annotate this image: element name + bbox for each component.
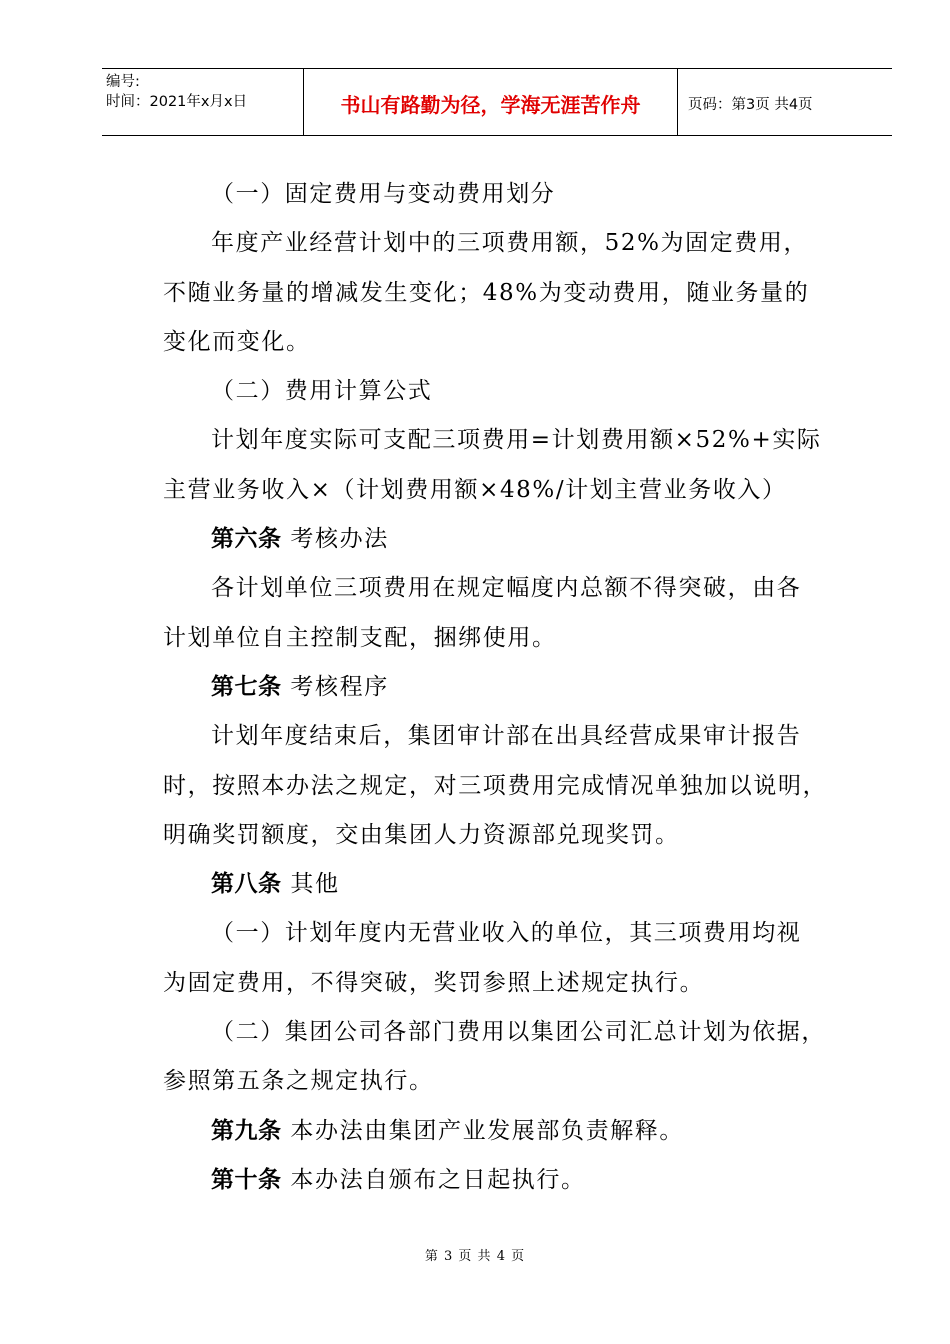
article-number: 第六条 — [211, 526, 282, 553]
header-slogan-cell — [304, 69, 678, 135]
header-meta-cell — [102, 69, 304, 135]
paragraph-line: 不随业务量的增减发生变化；48%为变动费用，随业务量的 — [163, 279, 810, 306]
paragraph-line: （一）计划年度内无营业收入的单位，其三项费用均视 — [211, 920, 802, 947]
paragraph-line: 为固定费用，不得突破，奖罚参照上述规定执行。 — [163, 969, 705, 996]
paragraph-line: （二）费用计算公式 — [211, 378, 433, 405]
paragraph-line: 各计划单位三项费用在规定幅度内总额不得突破，由各 — [211, 575, 802, 602]
time-label: 时间：2021年x月x日 — [106, 94, 248, 110]
article-heading — [163, 515, 843, 564]
footer-page-number: 第 3 页 共 4 页 — [424, 1249, 526, 1264]
document-body — [163, 170, 843, 1205]
article-title: 其他 — [281, 871, 340, 898]
article-title: 本办法自颁布之日起执行。 — [281, 1166, 586, 1193]
paragraph-line: 主营业务收入×（计划费用额×48%/计划主营业务收入） — [163, 476, 787, 503]
paragraph-line: 变化而变化。 — [163, 328, 311, 355]
article-number: 第九条 — [211, 1117, 282, 1144]
article-number: 第七条 — [211, 673, 282, 700]
paragraph-line: 计划年度实际可支配三项费用=计划费用额×52%+实际 — [211, 427, 822, 454]
article-number: 第八条 — [211, 871, 282, 898]
page-footer — [0, 1245, 950, 1264]
article-heading — [163, 1107, 843, 1156]
paragraph-line: （二）集团公司各部门费用以集团公司汇总计划为依据， — [211, 1019, 826, 1046]
paragraph-line: 明确奖罚额度，交由集团人力资源部兑现奖罚。 — [163, 821, 680, 848]
article-title: 本办法由集团产业发展部负责解释。 — [281, 1117, 685, 1144]
page-code: 页码：第3页 共4页 — [688, 96, 813, 113]
slogan: 书山有路勤为径，学海无涯苦作舟 — [340, 92, 641, 117]
paragraph-line: 年度产业经营计划中的三项费用额，52%为固定费用， — [211, 230, 809, 257]
paragraph-line: （一）固定费用与变动费用划分 — [211, 181, 556, 207]
document-header — [102, 68, 892, 136]
paragraph-line: 计划年度结束后，集团审计部在出具经营成果审计报告 — [211, 723, 802, 750]
article-title: 考核办法 — [281, 526, 389, 553]
article-heading — [163, 860, 843, 909]
article-number: 第十条 — [211, 1166, 282, 1193]
header-page-cell — [678, 69, 892, 135]
article-title: 考核程序 — [281, 673, 389, 700]
article-heading — [163, 1156, 843, 1205]
paragraph-line: 参照第五条之规定执行。 — [163, 1068, 434, 1095]
paragraph-line: 计划单位自主控制支配，捆绑使用。 — [163, 624, 557, 651]
number-label: 编号: — [106, 74, 140, 90]
paragraph-line: 时，按照本办法之规定，对三项费用完成情况单独加以说明， — [163, 772, 828, 799]
article-heading — [163, 663, 843, 712]
